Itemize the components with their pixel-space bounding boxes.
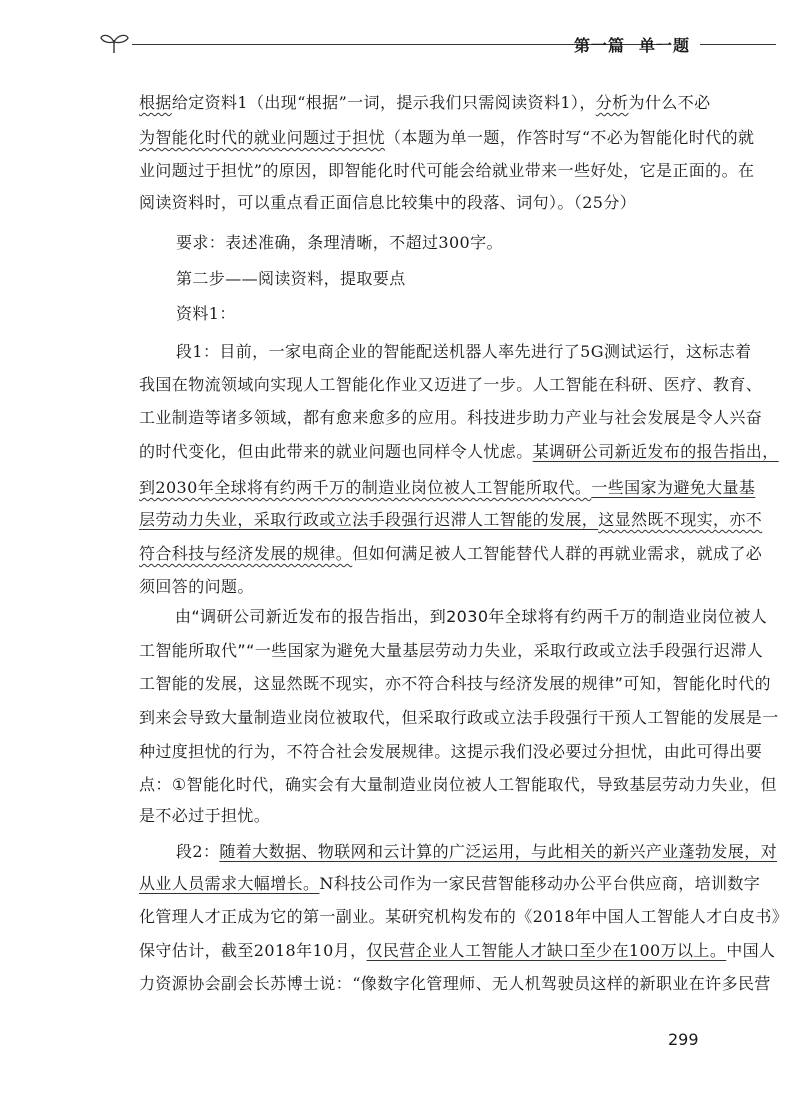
- text-segment: 我国在物流领域向实现人工智能化作业又迈进了一步。人工智能在科研、医疗、教育、: [139, 375, 763, 394]
- text-line: [139, 973, 771, 995]
- text-segment: 要求：表述准确，条理清晰，不超过300字。: [176, 233, 503, 252]
- text-segment: 须回答的问题。: [139, 577, 254, 596]
- text-segment: 资料1：: [176, 304, 236, 323]
- text-segment: 到来会导致大量制造业岗位被取代，但采取行政或立法手段强行干预人工智能的发展是一: [139, 708, 779, 727]
- text-segment: 阅读资料时，可以重点看正面信息比较集中的段落、词句）。（25分）: [139, 193, 637, 212]
- text-line: [139, 640, 764, 662]
- chapter-label: 第一篇: [574, 36, 626, 55]
- text-line: [139, 873, 761, 895]
- text-line: [139, 374, 763, 396]
- text-segment: 但如何满足被人工智能替代人群的再就业需求，就成了必: [352, 544, 763, 563]
- text-segment: 这显然既不现实，亦不: [598, 510, 763, 529]
- text-line: [139, 707, 779, 729]
- text-line: [139, 160, 755, 182]
- text-segment: 第二步——阅读资料，提取要点: [176, 269, 406, 288]
- text-segment: 化管理人才正成为它的第一副业。某研究机构发布的《2018年中国人工智能人才白皮书》: [139, 907, 789, 926]
- text-line: [139, 441, 779, 463]
- text-segment: 一些国家为避免大量基: [591, 478, 756, 497]
- text-line: [139, 940, 776, 962]
- text-segment: 符合科技与经济发展的规律。: [139, 544, 353, 563]
- text-segment: 段2：: [176, 842, 220, 861]
- text-line: [139, 673, 771, 695]
- page-number: 299: [668, 1030, 699, 1049]
- text-segment: 为什么不必: [628, 93, 711, 112]
- text-line: [139, 92, 719, 114]
- text-segment: 的时代变化，但由此带来的就业问题也同样令人忧虑。: [139, 442, 533, 461]
- text-segment: 分析: [595, 93, 629, 112]
- text-segment: （本题为单一题，作答时写“不必为智能化时代的就: [385, 128, 755, 147]
- sprout-icon: [100, 32, 130, 54]
- text-line: [139, 805, 719, 827]
- text-line: [139, 774, 777, 796]
- text-segment: 种过度担忧的行为，不符合社会发展规律。这提示我们没必要过分担忧，由此可得出要: [139, 742, 763, 761]
- text-line: [139, 906, 789, 928]
- text-segment: 段1：目前，一家电商企业的智能配送机器人率先进行了5G测试运行，这标志着: [176, 342, 752, 361]
- text-segment: 从业人员需求大幅增长。: [139, 874, 320, 893]
- text-line: [139, 576, 719, 598]
- section-label: 单一题: [639, 36, 691, 55]
- text-segment: 工业制造等诸多领域，都有愈来愈多的应用。科技进步助力产业与社会发展是令人兴奋: [139, 408, 763, 427]
- text-line: [139, 477, 756, 499]
- text-line: [176, 303, 756, 325]
- text-line: [139, 741, 763, 763]
- text-line: [139, 407, 763, 429]
- text-line: [175, 606, 768, 628]
- text-line: [176, 341, 756, 363]
- text-line: [139, 192, 719, 214]
- text-segment: 随着大数据、物联网和云计算的广泛运用，与此相关的新兴产业蓬勃发展，对: [219, 842, 777, 861]
- header-rule-right: [700, 44, 776, 45]
- text-line: [139, 543, 763, 565]
- text-segment: 某调研公司新近发布的报告指出，: [532, 442, 779, 461]
- text-segment: 工智能所取代”“一些国家为避免大量基层劳动力失业，采取行政或立法手段强行迟滞人: [139, 641, 764, 660]
- text-segment: 业问题过于担忧”的原因，即智能化时代可能会给就业带来一些好处，它是正面的。在: [139, 161, 755, 180]
- text-segment: 保守估计，截至2018年10月，: [139, 941, 367, 960]
- text-segment: 由“调研公司新近发布的报告指出，到2030年全球将有约两千万的制造业岗位被人: [175, 607, 768, 626]
- text-line: [139, 509, 763, 531]
- text-line: [176, 232, 756, 254]
- text-segment: 根据: [139, 93, 172, 112]
- text-line: [176, 841, 777, 863]
- text-line: [176, 268, 756, 290]
- text-segment: 到2030年全球将有约两千万的制造业岗位被人工智能所取代。: [139, 478, 592, 497]
- text-segment: N科技公司作为一家民营智能移动办公平台供应商，培训数字: [319, 874, 761, 893]
- text-segment: 仅民营企业人工智能人才缺口至少在100万以上。: [366, 941, 727, 960]
- text-segment: 点：①智能化时代，确实会有大量制造业岗位被人工智能取代，导致基层劳动力失业，但: [139, 775, 777, 794]
- text-segment: 为智能化时代的就业问题过于担忧: [139, 128, 386, 147]
- text-segment: 是不必过于担忧。: [139, 806, 271, 825]
- text-segment: 中国人: [726, 941, 776, 960]
- text-line: [139, 127, 755, 149]
- text-segment: 给定资料1（出现“根据”一词，提示我们只需阅读资料1），: [171, 93, 596, 112]
- text-segment: 层劳动力失业，采取行政或立法手段强行迟滞人工智能的发展，: [139, 510, 599, 529]
- text-segment: 力资源协会副会长苏博士说：“像数字化管理师、无人机驾驶员这样的新职业在许多民营: [139, 974, 771, 993]
- text-segment: 工智能的发展，这显然既不现实，亦不符合科技与经济发展的规律”可知，智能化时代的: [139, 674, 771, 693]
- header-title: [574, 33, 704, 56]
